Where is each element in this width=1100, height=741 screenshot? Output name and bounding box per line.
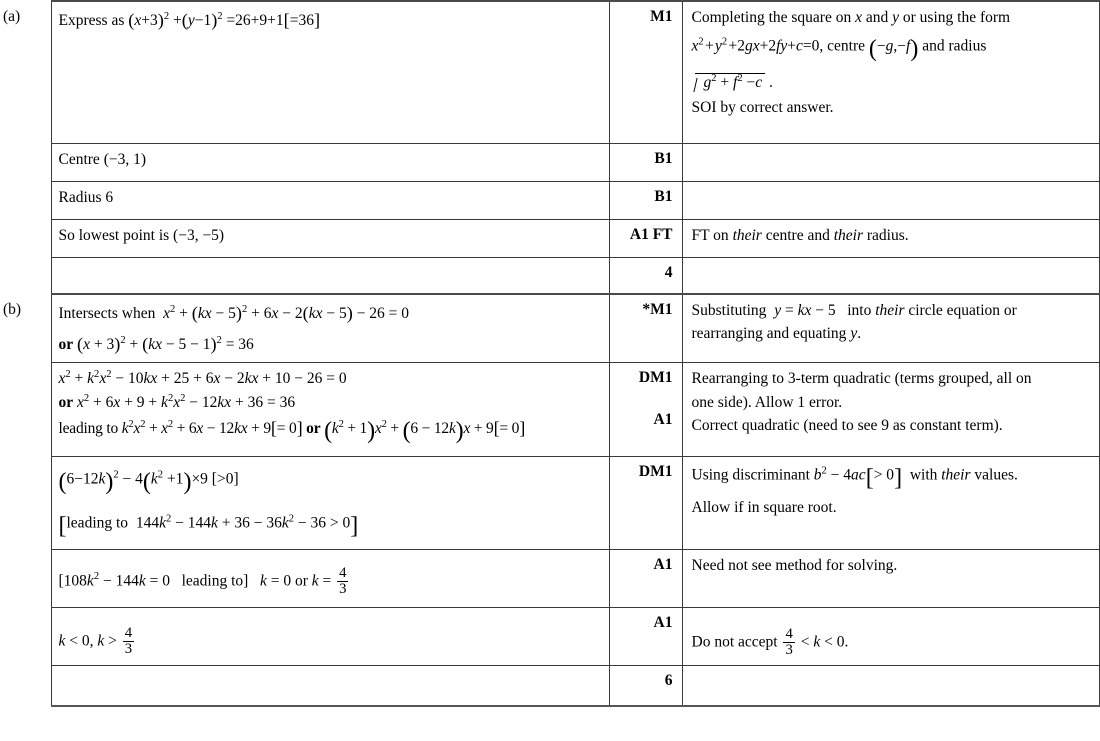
notes-cell bbox=[682, 457, 1099, 549]
notes-line: rearranging and equating y. bbox=[691, 325, 862, 343]
mark-cell: A1 bbox=[609, 607, 682, 665]
part-label-a: (a) bbox=[1, 1, 51, 144]
notes-cell bbox=[682, 294, 1099, 363]
working-line: So lowest point is (−3, −5) bbox=[58, 227, 225, 244]
notes-cell bbox=[682, 665, 1099, 706]
mark-cell: M1 bbox=[609, 1, 682, 144]
notes-cell bbox=[682, 607, 1099, 665]
notes-cell bbox=[682, 1, 1099, 144]
mark-cell: B1 bbox=[609, 182, 682, 220]
working-cell bbox=[51, 294, 609, 363]
working-line: k < 0, k > $\frac{4}{3}$ bbox=[58, 624, 133, 657]
mark-cell: DM1 bbox=[609, 457, 682, 549]
notes-cell bbox=[682, 144, 1099, 182]
table-row-subtotal bbox=[1, 665, 1099, 706]
part-label-empty bbox=[1, 607, 51, 665]
notes-line: FT on their centre and their radius. bbox=[691, 227, 909, 244]
working-cell bbox=[51, 549, 609, 607]
part-label-empty bbox=[1, 363, 51, 457]
mark-value: A1 bbox=[653, 410, 673, 428]
part-label-b: (b) bbox=[1, 294, 51, 363]
working-line: leading to $k^2x^2 + x^2 + 6x - 12kx + 9[= 0]$ or $(k^2 + 1)x^2 + (6 - 12k)x + 9[= 0]$ bbox=[58, 418, 526, 445]
mark-cell: *M1 bbox=[609, 294, 682, 363]
mark-cell bbox=[609, 363, 682, 457]
notes-line: Using discriminant $b^2 - 4ac[> 0]$ with their values. bbox=[691, 465, 1018, 492]
notes-line: $g^2 + f^2 -c$ . bbox=[692, 73, 1092, 93]
notes-line: one side). Allow 1 error. bbox=[691, 393, 843, 411]
working-line: Intersects when $x^2 + (kx - 5)^2 + 6x - 2(kx - 5) - 26 = 0$ bbox=[58, 303, 410, 323]
notes-line: Do not accept $\frac{4}{3}$ < k < 0. bbox=[691, 625, 849, 658]
working-line: Express as $(x+3)^2 +(y-1)^2 =26+9+1[=36]$ bbox=[58, 10, 321, 30]
notes-cell bbox=[682, 363, 1099, 457]
notes-cell bbox=[682, 182, 1099, 220]
part-label-empty bbox=[1, 144, 51, 182]
table-row bbox=[1, 182, 1099, 220]
working-line: or $(x + 3)^2 + (kx - 5 - 1)^2 = 36$ bbox=[58, 334, 254, 355]
part-label-empty bbox=[1, 182, 51, 220]
working-line: or $x^2 + 6x + 9 + k^2x^2 - 12kx + 36 = 36$ bbox=[58, 392, 296, 411]
part-label-empty bbox=[1, 220, 51, 258]
working-cell bbox=[51, 220, 609, 258]
notes-line: Completing the square on x and y or using the form bbox=[691, 9, 1011, 26]
subtotal-mark-b: 6 bbox=[609, 665, 682, 706]
mark-value: DM1 bbox=[638, 369, 673, 387]
notes-cell bbox=[682, 549, 1099, 607]
part-label-empty bbox=[1, 457, 51, 549]
mark-cell: B1 bbox=[609, 144, 682, 182]
working-line: [leading to $144k^2 - 144k + 36 - 36k^2 - 36 > 0$] bbox=[58, 513, 359, 539]
working-cell bbox=[51, 457, 609, 549]
mark-cell: A1 bbox=[609, 549, 682, 607]
part-label-empty bbox=[1, 549, 51, 607]
notes-line: Substituting y = kx − 5 into their circle equation or bbox=[691, 302, 1017, 319]
table-row bbox=[1, 363, 1099, 457]
working-cell bbox=[51, 1, 609, 144]
notes-cell bbox=[682, 220, 1099, 258]
part-label-empty bbox=[1, 258, 51, 295]
table-row bbox=[1, 144, 1099, 182]
working-cell bbox=[51, 182, 609, 220]
working-cell bbox=[51, 144, 609, 182]
table-row bbox=[1, 294, 1099, 363]
part-label-empty bbox=[1, 665, 51, 706]
notes-cell bbox=[682, 258, 1099, 295]
table-row bbox=[1, 549, 1099, 607]
notes-line: SOI by correct answer. bbox=[691, 98, 834, 116]
table-row bbox=[1, 1, 1099, 144]
working-line: [$108k^2 - 144k = 0$ leading to] k = 0 or k = $\frac{4}{3}$ bbox=[58, 564, 347, 597]
table-row bbox=[1, 607, 1099, 665]
working-cell bbox=[51, 363, 609, 457]
notes-line: Rearranging to 3-term quadratic (terms grouped, all on bbox=[691, 370, 1032, 388]
working-cell bbox=[51, 607, 609, 665]
working-cell bbox=[51, 665, 609, 706]
notes-line: Allow if in square root. bbox=[691, 499, 837, 516]
notes-line: Correct quadratic (need to see 9 as constant term). bbox=[691, 417, 1003, 435]
working-cell bbox=[51, 258, 609, 295]
mark-scheme-table bbox=[1, 0, 1100, 707]
table-row-subtotal bbox=[1, 258, 1099, 295]
working-line: $(6-12k)^2 - 4(k^2 +1)\times 9$ [>0] bbox=[58, 469, 239, 496]
working-line: Centre (−3, 1) bbox=[58, 151, 147, 168]
notes-line: $x^2$ + $y^2$ +2gx+2fy+c=0, centre (−g,−f) and radius bbox=[691, 36, 987, 63]
subtotal-mark-a: 4 bbox=[609, 258, 682, 295]
notes-line: Need not see method for solving. bbox=[691, 556, 898, 574]
mark-cell: A1 FT bbox=[609, 220, 682, 258]
working-line: Radius 6 bbox=[58, 189, 114, 206]
table-row bbox=[1, 220, 1099, 258]
working-line: $x^2 + k^2x^2 - 10kx + 25 + 6x - 2kx + 10 - 26 = 0$ bbox=[58, 369, 347, 388]
table-row bbox=[1, 457, 1099, 549]
